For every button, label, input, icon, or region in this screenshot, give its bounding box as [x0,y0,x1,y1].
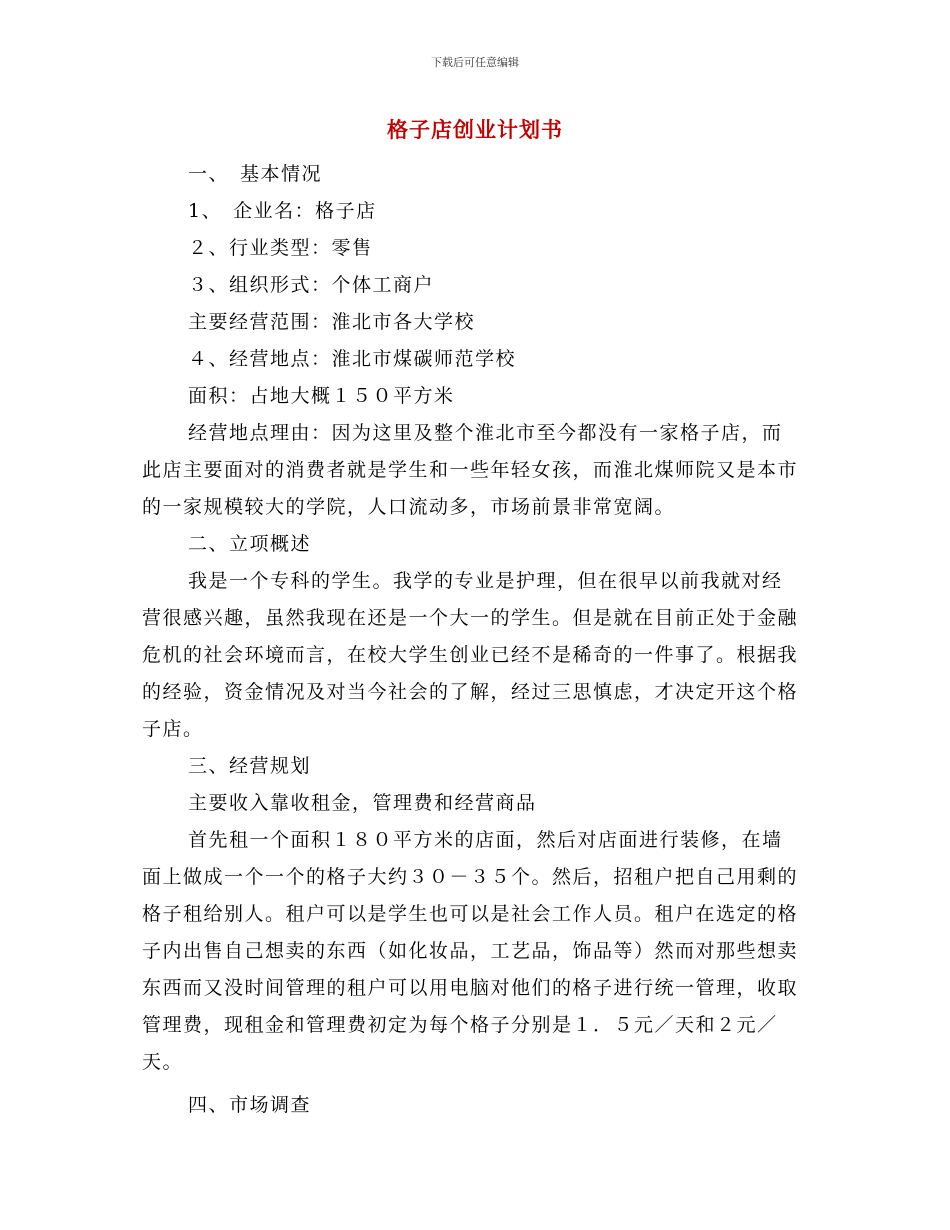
document-body [142,156,802,1124]
section-heading-project-overview: 二、立项概述 [188,533,312,555]
item-organization-form: ３、组织形式：个体工商户 [188,274,435,296]
section-heading-basic-info: 一、 基本情况 [188,163,323,185]
item-enterprise-name: 1、 企业名：格子店 [188,200,377,222]
paragraph-location-reason: 经营地点理由：因为这里及整个淮北市至今都没有一家格子店，而此店主要面对的消费者就是学生和一些年轻女孩，而淮北煤师院又是本市的一家规模较大的学院，人口流动多，市场前景非常宽阔。 [142,422,799,518]
paragraph-business-plan-details: 首先租一个面积１８０平方米的店面，然后对店面进行装修，在墙面上做成一个一个的格子大约３０－３５个。然后，招租户把自己用剩的格子租给别人。租户可以是学生也可以是社会工作人员。租户在选定的格子内出售自己想卖的东西（如化妆品，工艺品，饰品等）然而对那些想卖东西而又没时间管理的租户可以用电脑对他们的格子进行统一管理，收取管理费，现租金和管理费初定为每个格子分别是１．５元／天和２元／天。 [142,829,799,1073]
paragraph-main-income: 主要收入靠收租金，管理费和经营商品 [188,792,537,814]
paragraph-project-overview: 我是一个专科的学生。我学的专业是护理，但在很早以前我就对经营很感兴趣，虽然我现在还是一个大一的学生。但是就在目前正处于金融危机的社会环境而言，在校大学生创业已经不是稀奇的一件事了。根据我的经验，资金情况及对当今社会的了解，经过三思慎虑，才决定开这个格子店。 [142,570,799,740]
section-heading-market-research: 四、市场调查 [188,1094,312,1116]
item-industry-type: ２、行业类型：零售 [188,237,373,259]
section-heading-business-plan: 三、经营规划 [188,755,312,777]
document-title: 格子店创业计划书 [387,117,563,142]
item-business-location: ４、经营地点：淮北市煤碳师范学校 [188,348,517,370]
item-business-scope: 主要经营范围：淮北市各大学校 [188,311,476,333]
item-area: 面积：占地大概１５０平方米 [188,385,455,407]
header-note: 下载后可任意编辑 [431,56,519,69]
